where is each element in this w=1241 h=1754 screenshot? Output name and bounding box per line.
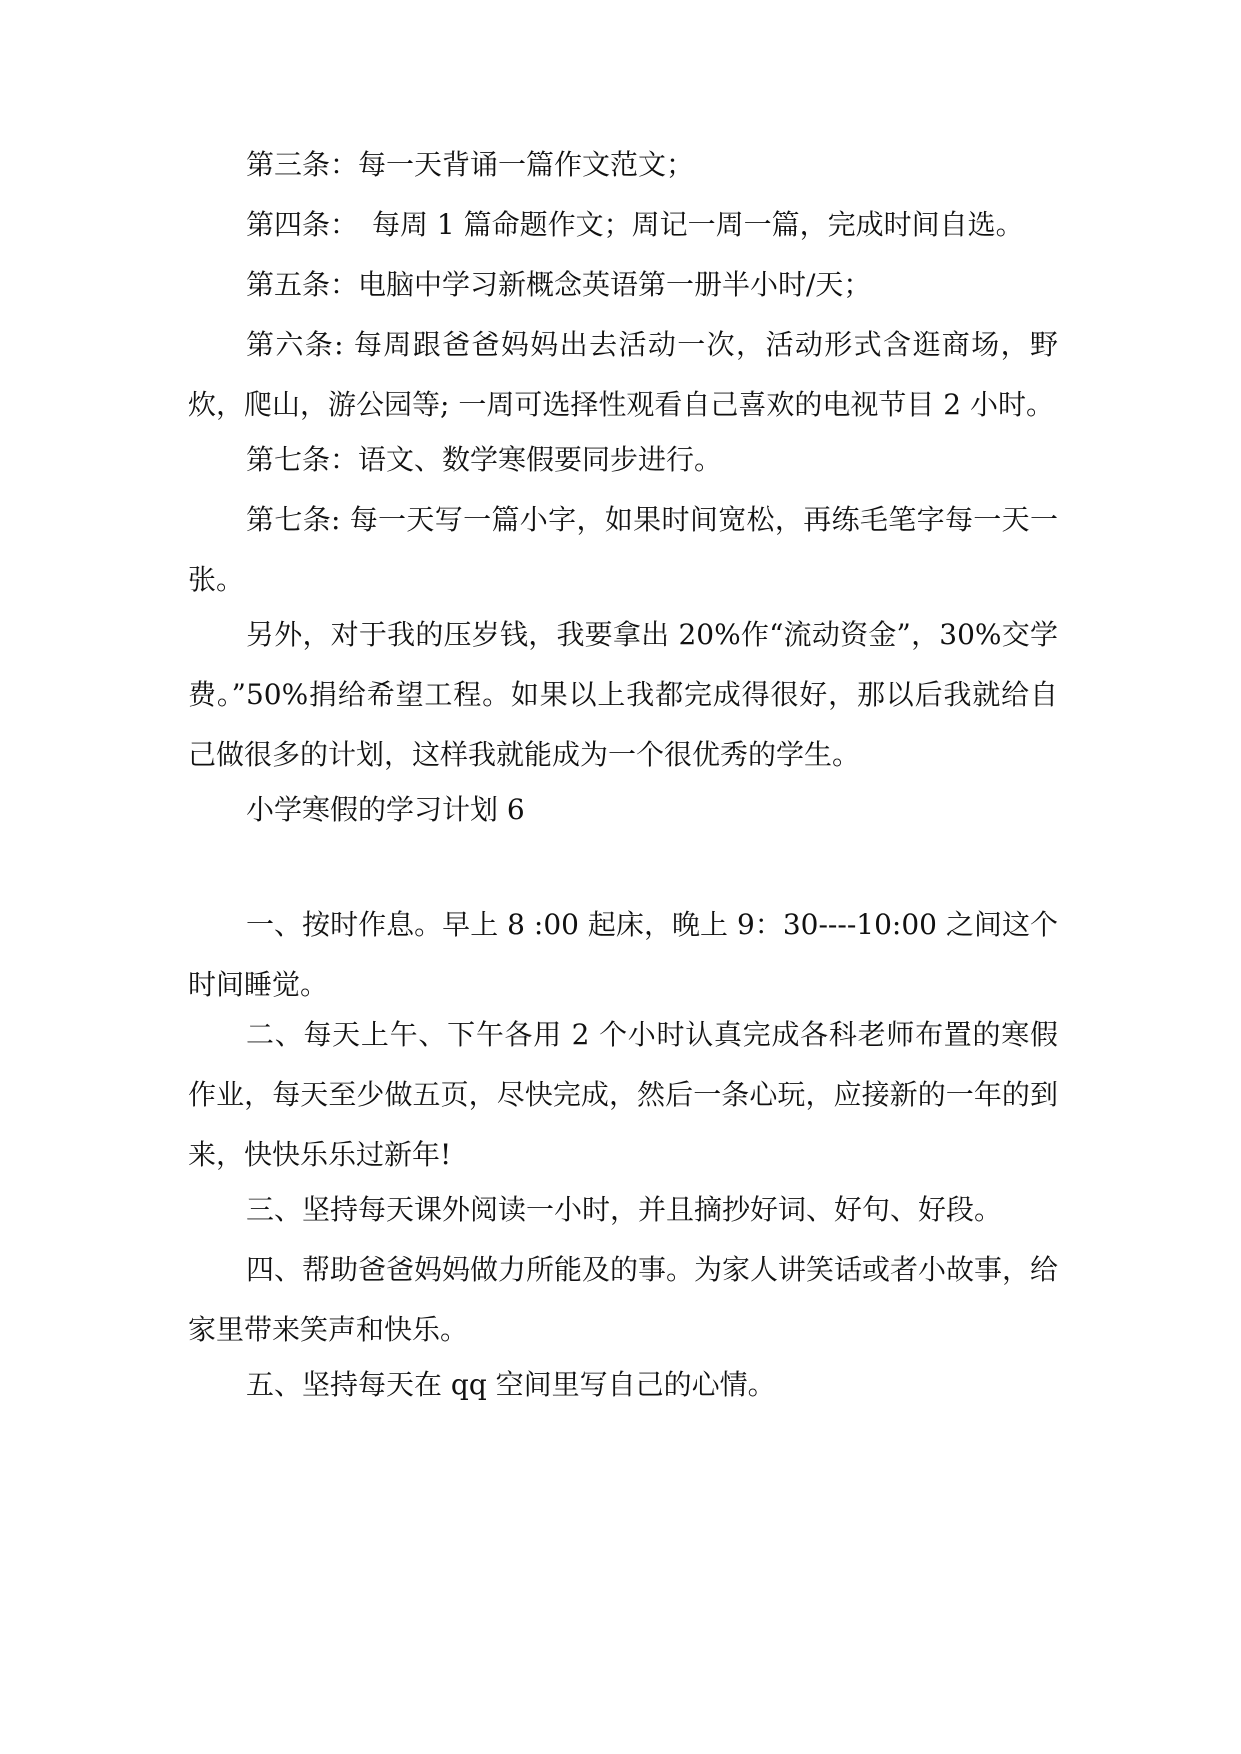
paragraph-rule-6: 第六条: 每周跟爸爸妈妈出去活动一次，活动形式含逛商场，野炊，爬山，游公园等; 一周可选择性观看自己喜欢的电视节目 2 小时。 xyxy=(188,328,1058,421)
plan-item-1: 一、按时作息。早上 8 :00 起床，晚上 9：30----10:00 之间这个时间睡觉。 xyxy=(188,908,1058,1001)
paragraph-rule-5: 第五条：电脑中学习新概念英语第一册半小时/天； xyxy=(246,268,872,301)
paragraph-rule-7b: 第七条: 每一天写一篇小字，如果时间宽松，再练毛笔字每一天一张。 xyxy=(188,503,1058,596)
paragraph-money: 另外，对于我的压岁钱，我要拿出 20%作“流动资金”，30%交学费。”50%捐给希望工程。如果以上我都完成得很好，那以后我就给自己做很多的计划，这样我就能成为一个很优秀的学生。 xyxy=(188,618,1058,771)
plan-item-3: 三、坚持每天课外阅读一小时，并且摘抄好词、好句、好段。 xyxy=(246,1193,1003,1226)
plan-item-4: 四、帮助爸爸妈妈做力所能及的事。为家人讲笑话或者小故事，给家里带来笑声和快乐。 xyxy=(188,1253,1059,1346)
plan-item-5: 五、坚持每天在 qq 空间里写自己的心情。 xyxy=(246,1368,776,1401)
paragraph-rule-3: 第三条：每一天背诵一篇作文范文； xyxy=(246,148,695,181)
plan-item-2: 二、每天上午、下午各用 2 个小时认真完成各科老师布置的寒假作业，每天至少做五页，尽快完成，然后一条心玩，应接新的一年的到来，快快乐乐过新年! xyxy=(188,1018,1058,1171)
section-title: 小学寒假的学习计划 6 xyxy=(246,793,525,826)
paragraph-rule-7a: 第七条：语文、数学寒假要同步进行。 xyxy=(246,443,723,476)
paragraph-rule-4: 第四条： 每周 1 篇命题作文；周记一周一篇，完成时间自选。 xyxy=(246,208,1024,241)
